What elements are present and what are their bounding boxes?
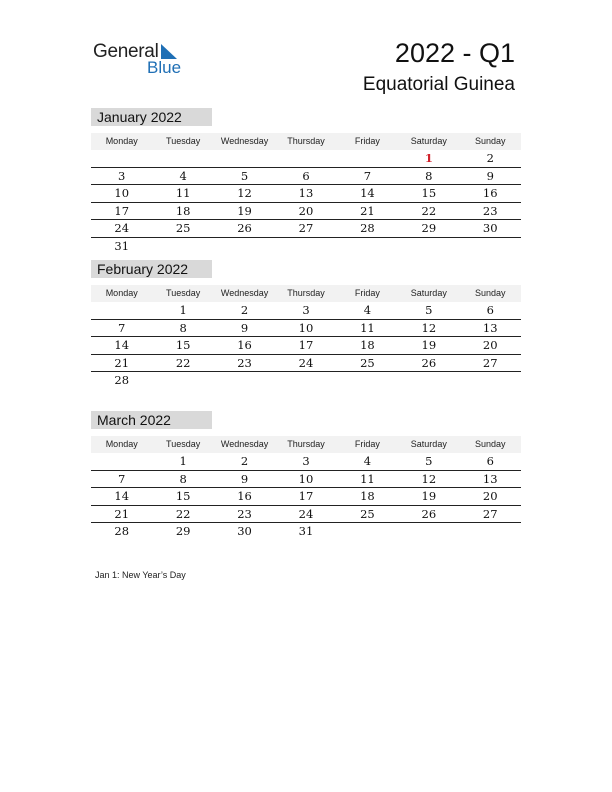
weekday-label: Wednesday (220, 136, 269, 146)
day-cell: 25 (175, 221, 191, 235)
day-cell: 9 (240, 320, 249, 335)
day-cell (275, 238, 336, 255)
page-title: 2022 - Q1 (394, 38, 515, 68)
logo (93, 40, 193, 80)
day-cell: 21 (360, 203, 375, 218)
day-cell (214, 238, 275, 255)
day-cell (275, 372, 336, 389)
day-cell: 4 (363, 454, 372, 468)
day-cell: 19 (237, 203, 252, 218)
holiday-notes (95, 570, 186, 580)
day-cell (460, 372, 521, 389)
weekday-label: Friday (354, 439, 380, 449)
day-cell (460, 238, 521, 255)
day-cell: 8 (179, 471, 187, 486)
week-row (91, 355, 521, 373)
day-cell: 12 (237, 186, 252, 200)
day-cell: 3 (302, 454, 310, 468)
day-cell (214, 372, 275, 389)
weekday-label: Sunday (474, 288, 506, 298)
weekday-label: Thursday (287, 288, 325, 298)
day-cell (91, 150, 152, 167)
week-row (91, 453, 521, 471)
day-cell: 1 (179, 303, 187, 317)
day-cell: 17 (114, 203, 130, 218)
day-cell: 17 (298, 489, 314, 503)
day-cell: 18 (360, 489, 375, 503)
month-grid (91, 453, 521, 540)
weekday-label: Monday (105, 136, 138, 146)
day-cell: 5 (425, 454, 433, 468)
day-cell: 23 (237, 506, 252, 521)
weekday-label: Monday (105, 288, 138, 298)
day-cell: 26 (421, 355, 437, 370)
month-label: March 2022 (91, 411, 212, 429)
day-cell: 16 (482, 186, 498, 200)
day-cell: 22 (421, 203, 437, 218)
day-cell (91, 453, 152, 470)
day-cell (398, 372, 459, 389)
day-cell: 13 (298, 186, 314, 200)
day-cell (460, 523, 521, 540)
week-row (91, 238, 521, 255)
day-cell (337, 150, 398, 167)
day-cell: 20 (482, 338, 498, 352)
day-cell: 29 (421, 221, 437, 235)
day-cell: 25 (360, 506, 375, 521)
day-cell: 22 (175, 355, 191, 370)
day-cell: 18 (175, 203, 191, 218)
day-cell: 11 (360, 320, 375, 335)
day-cell: 12 (421, 471, 437, 486)
week-row (91, 320, 521, 338)
weekday-label: Monday (105, 439, 138, 449)
week-row (91, 471, 521, 489)
holiday-note: Jan 1: New Year’s Day (95, 570, 186, 580)
week-row (91, 203, 521, 221)
country-name: Equatorial Guinea (362, 74, 515, 95)
logo-text-general: General (93, 41, 159, 62)
day-cell (337, 238, 398, 255)
week-row (91, 337, 521, 355)
day-cell: 3 (118, 168, 126, 183)
weekday-label: Friday (354, 288, 380, 298)
day-cell: 7 (118, 471, 126, 486)
day-cell (337, 523, 398, 540)
day-cell: 22 (175, 506, 191, 521)
day-cell: 26 (237, 221, 252, 235)
weekday-header (91, 133, 521, 150)
week-row (91, 168, 521, 186)
day-cell: 2 (240, 303, 249, 317)
day-cell: 21 (114, 506, 130, 521)
day-cell: 2 (486, 151, 494, 165)
day-cell: 11 (175, 186, 191, 200)
weekday-label: Saturday (410, 288, 447, 298)
day-cell: 23 (237, 355, 252, 370)
week-row (91, 302, 521, 320)
weekday-label: Sunday (474, 439, 506, 449)
day-cell (275, 150, 336, 167)
day-cell: 31 (298, 524, 314, 538)
day-cell (152, 372, 213, 389)
day-cell: 8 (179, 320, 187, 335)
day-cell: 24 (298, 355, 314, 370)
day-cell: 24 (298, 506, 314, 521)
day-cell: 15 (421, 186, 437, 200)
day-cell: 5 (240, 168, 249, 183)
day-cell: 9 (486, 168, 494, 183)
weekday-label: Saturday (410, 136, 447, 146)
day-cell: 19 (421, 489, 437, 503)
day-cell: 13 (482, 320, 498, 335)
day-cell: 20 (298, 203, 314, 218)
day-cell: 23 (482, 203, 498, 218)
day-cell: 6 (302, 168, 310, 183)
day-cell: 19 (421, 338, 437, 352)
weekday-label: Tuesday (166, 439, 201, 449)
day-cell: 18 (360, 338, 375, 352)
day-cell (91, 302, 152, 319)
day-cell: 10 (298, 320, 314, 335)
day-cell: 27 (482, 506, 498, 521)
day-cell: 30 (237, 524, 252, 538)
month-grid (91, 150, 521, 254)
day-cell: 14 (114, 338, 130, 352)
day-cell: 20 (482, 489, 498, 503)
day-cell: 6 (486, 454, 494, 468)
day-cell: 30 (482, 221, 498, 235)
day-cell (152, 238, 213, 255)
day-cell: 4 (179, 168, 187, 183)
day-cell: 28 (114, 373, 130, 387)
weekday-label: Thursday (287, 136, 325, 146)
weekday-label: Thursday (287, 439, 325, 449)
day-cell: 6 (486, 303, 494, 317)
day-cell: 10 (114, 186, 130, 200)
day-cell: 13 (482, 471, 498, 486)
day-cell: 27 (482, 355, 498, 370)
day-cell: 28 (360, 221, 375, 235)
day-cell: 5 (425, 303, 433, 317)
day-cell: 11 (360, 471, 375, 486)
day-cell: 28 (114, 524, 130, 538)
weekday-label: Tuesday (166, 288, 201, 298)
week-row (91, 372, 521, 389)
day-cell: 21 (114, 355, 130, 370)
month-block-january (91, 108, 521, 254)
day-cell: 2 (240, 454, 249, 468)
weekday-header (91, 436, 521, 453)
week-row (91, 506, 521, 524)
day-cell: 9 (240, 471, 249, 486)
weekday-label: Tuesday (166, 136, 201, 146)
day-cell (337, 372, 398, 389)
month-grid (91, 302, 521, 389)
week-row (91, 185, 521, 203)
week-row (91, 220, 521, 238)
week-row (91, 523, 521, 540)
day-cell: 24 (114, 221, 130, 235)
week-row (91, 488, 521, 506)
day-cell: 14 (114, 489, 130, 503)
day-cell (152, 150, 213, 167)
day-cell: 17 (298, 338, 314, 352)
weekday-label: Wednesday (220, 439, 269, 449)
day-cell: 26 (421, 506, 437, 521)
day-cell: 15 (175, 489, 191, 503)
day-cell: 4 (363, 303, 372, 317)
day-cell: 14 (360, 186, 375, 200)
day-cell: 12 (421, 320, 437, 335)
day-cell: 15 (175, 338, 191, 352)
month-label: January 2022 (91, 108, 212, 126)
day-cell: 27 (298, 221, 314, 235)
day-cell: 16 (237, 489, 252, 503)
day-cell: 31 (114, 238, 130, 253)
week-row (91, 150, 521, 168)
day-cell: 7 (363, 168, 372, 183)
logo-text-blue: Blue (147, 58, 182, 77)
weekday-label: Saturday (410, 439, 447, 449)
day-cell: 29 (175, 524, 191, 538)
day-cell: 3 (302, 303, 310, 317)
day-cell: 16 (237, 338, 252, 352)
day-cell: 25 (360, 355, 375, 370)
weekday-label: Friday (354, 136, 380, 146)
day-cell: 8 (425, 168, 433, 183)
day-cell: 7 (118, 320, 126, 335)
month-block-february (91, 260, 521, 389)
weekday-header (91, 285, 521, 302)
weekday-label: Sunday (474, 136, 506, 146)
day-cell: 10 (298, 471, 314, 486)
day-cell (398, 523, 459, 540)
day-cell-holiday: 1 (424, 151, 433, 165)
day-cell (214, 150, 275, 167)
day-cell (398, 238, 459, 255)
month-block-march (91, 411, 521, 540)
weekday-label: Wednesday (220, 288, 269, 298)
month-label: February 2022 (91, 260, 212, 278)
day-cell: 1 (179, 454, 187, 468)
